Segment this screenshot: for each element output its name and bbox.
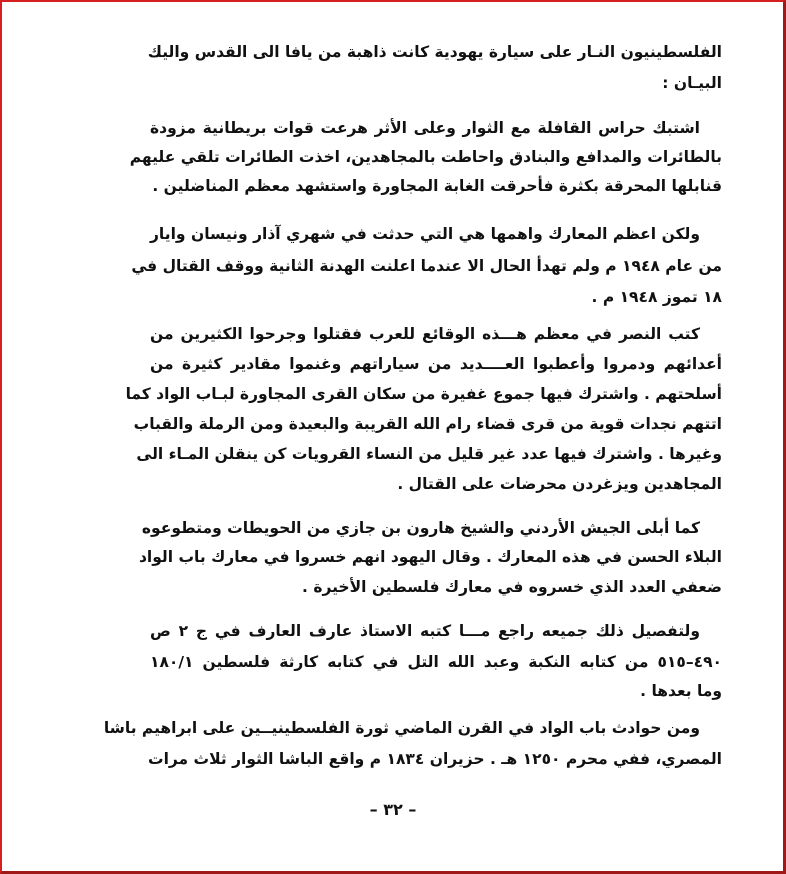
text-line: ١٨ تموز ١٩٤٨ م . [591, 288, 722, 306]
text-line: الفلسطينيون النـار على سيارة يهودية كانت ذاهبة من يافا الى القدس واليك [147, 43, 722, 61]
text-line: أسلحتهم . واشترك فيها جموع غفيرة من سكان القرى المجاورة لبـاب الواد كما [125, 385, 722, 403]
text-line: كما أبلى الجيش الأردني والشيخ هارون بن جازي من الحويطات ومتطوعوه [141, 519, 700, 537]
text-line: ضعفي العدد الذي خسروه في معارك فلسطين الأخيرة . [302, 578, 722, 596]
text-line: وغيرها . واشترك فيها عدد غير قليل من النساء القرويات كن ينقلن المـاء الى [136, 445, 722, 463]
text-line: بالطائرات والمدافع والبنادق واحاطت بالمجاهدين، اخذت الطائرات تلقي عليهم [129, 148, 722, 166]
text-line: المصري، ففي محرم ١٢٥٠ هـ . حزيران ١٨٣٤ م واقع الباشا الثوار ثلاث مرات [148, 750, 722, 768]
text-line: كتب النصر في معظم هـــذه الوقائع للعرب فقتلوا وجرحوا الكثيرين من [150, 325, 700, 343]
text-line: قنابلها المحرقة بكثرة فأحرقت الغابة المجاورة واستشهد معظم المناضلين . [152, 177, 722, 195]
text-line: ولكن اعظم المعارك واهمها هي التي حدثت في شهري آذار ونيسان وايار [150, 225, 700, 243]
text-line: اتتهم نجدات قوية من قرى قضاء رام الله القريبة والبعيدة ومن الرملة والقباب [133, 415, 722, 433]
text-line: المجاهدين ويزغردن محرضات على القتال . [397, 475, 722, 493]
text-line: أعدائهم ودمروا وأعطبوا العــــديد من سياراتهم وغنموا مقادير كثيرة من [150, 355, 722, 373]
text-line: ولتفصيل ذلك جميعه راجع مـــا كتبه الاستاذ عارف العارف في ج ٢ ص [150, 622, 700, 640]
text-line: البيـان : [662, 74, 722, 92]
text-line: البلاء الحسن في هذه المعارك . وقال اليهود انهم خسروا في معارك باب الواد [138, 548, 722, 566]
text-line: وما بعدها . [640, 682, 722, 700]
text-line: ٤٩٠–٥١٥ من كتابه النكبة وعبد الله التل في كتابه كارثة فلسطين ١٨٠/١ [150, 653, 722, 671]
text-line: ومن حوادث باب الواد في القرن الماضي ثورة الفلسطينيــين على ابراهيم باشا [103, 719, 700, 737]
text-line: اشتبك حراس القافلة مع الثوار وعلى الأثر هرعت قوات بريطانية مزودة [150, 119, 700, 137]
text-line: من عام ١٩٤٨ م ولم تهدأ الحال الا عندما اعلنت الهدنة الثانية ووقف القتال في [131, 257, 722, 275]
page-number: – ٣٢ – [369, 800, 417, 819]
